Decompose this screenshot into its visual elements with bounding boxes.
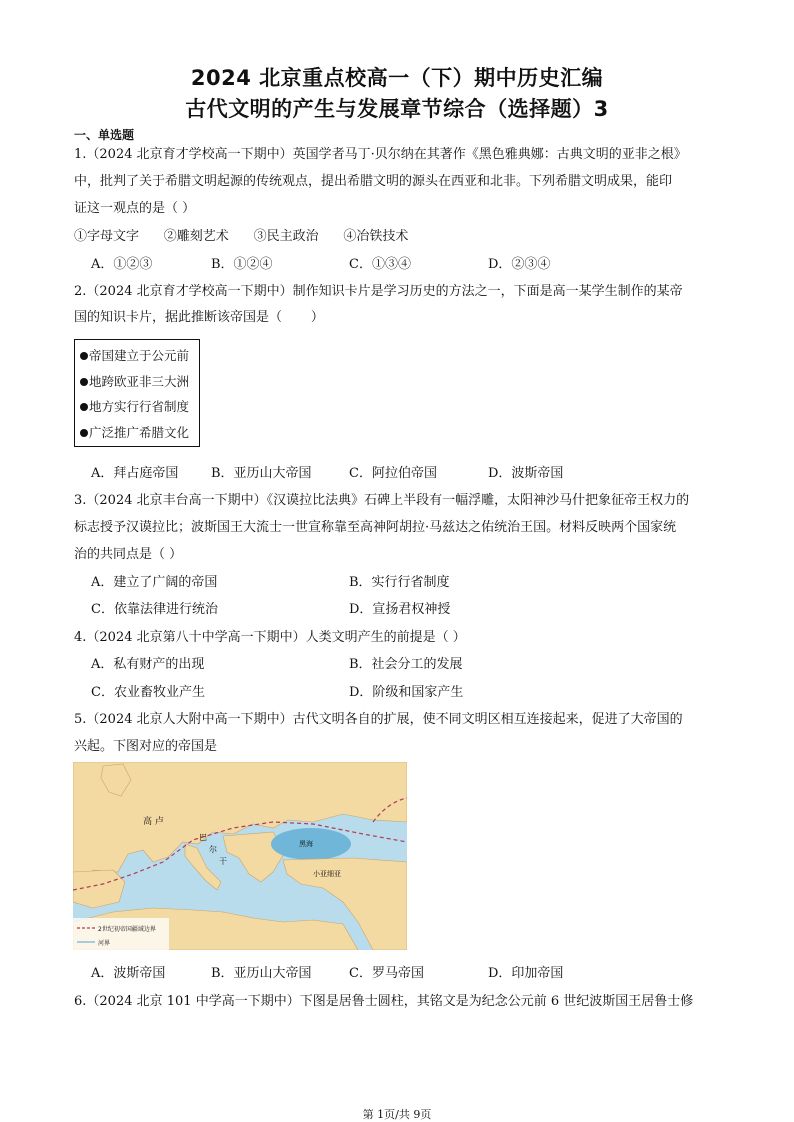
bullet-icon [80, 403, 88, 411]
bullet-icon [80, 352, 88, 360]
question-6-line-1: 6.（2024 北京 101 中学高一下期中）下图是居鲁士圆柱，其铭文是为纪念公元前 6 世纪波斯国王居鲁士修 [74, 994, 694, 1009]
legend-border-label: 2世纪初帝国疆域边界 [98, 926, 156, 933]
roman-empire-map [73, 762, 407, 950]
question-2-option-b[interactable]: B．亚历山大帝国 [211, 466, 312, 481]
card-item: 地方实行行省制度 [80, 397, 189, 415]
question-4-line-1: 4.（2024 北京第八十中学高一下期中）人类文明产生的前提是（ ） [74, 630, 466, 645]
card-item: 帝国建立于公元前 [80, 346, 189, 364]
map-label-2: 尔 [209, 845, 217, 854]
question-3-option-a[interactable]: A．建立了广阔的帝国 [91, 575, 218, 590]
bullet-icon [80, 378, 88, 386]
question-4-option-b[interactable]: B．社会分工的发展 [349, 657, 463, 672]
bullet-icon [80, 429, 88, 437]
question-3-line-2: 标志授予汉谟拉比；波斯国王大流士一世宣称靠至高神阿胡拉·马兹达之佑统治王国。材料反映两个国家统 [74, 520, 677, 535]
knowledge-card [74, 339, 200, 447]
question-3-line-1: 3.（2024 北京丰台高一下期中）《汉谟拉比法典》石碑上半段有一幅浮雕，太阳神沙马什把象征帝王权力的 [74, 493, 690, 508]
question-1-option-b[interactable]: B．①②④ [211, 257, 273, 272]
question-5-option-b[interactable]: B．亚历山大帝国 [211, 966, 312, 981]
map-legend-box [73, 918, 169, 950]
map-label-asia-minor: 小亚细亚 [313, 870, 341, 878]
map-label-black-sea: 黑海 [299, 840, 313, 848]
question-2-line-2: 国的知识卡片，据此推断该帝国是（ ） [74, 310, 324, 325]
question-1-line-3: 证这一观点的是（ ） [74, 201, 196, 216]
question-1-option-a[interactable]: A．①②③ [91, 257, 153, 272]
card-item: 地跨欧亚非三大洲 [80, 372, 189, 390]
title-line-1: 2024 北京重点校高一（下）期中历史汇编 [190, 66, 604, 90]
question-3-option-c[interactable]: C．依靠法律进行统治 [91, 602, 218, 617]
question-3-line-3: 治的共同点是（ ） [74, 547, 183, 562]
question-4-option-a[interactable]: A．私有财产的出现 [91, 657, 205, 672]
map-label-gaul: 高 卢 [143, 817, 164, 827]
question-5-option-d[interactable]: D．印加帝国 [488, 966, 564, 981]
question-4-option-d[interactable]: D．阶级和国家产生 [349, 685, 464, 700]
title-line-2: 古代文明的产生与发展章节综合（选择题）3 [185, 97, 609, 121]
question-2-option-d[interactable]: D．波斯帝国 [488, 466, 564, 481]
section-heading: 一、单选题 [74, 128, 135, 142]
question-1-line-1: 1.（2024 北京育才学校高一下期中）英国学者马丁·贝尔纳在其著作《黑色雅典娜：古典文明的亚非之根》 [74, 147, 687, 162]
question-1-items: ①字母文字 ②雕刻艺术 ③民主政治 ④冶铁技术 [74, 229, 409, 244]
question-5-option-c[interactable]: C．罗马帝国 [349, 966, 424, 981]
question-1-option-d[interactable]: D．②③④ [488, 257, 551, 272]
card-item: 广泛推广希腊文化 [80, 423, 189, 441]
question-5-line-1: 5.（2024 北京人大附中高一下期中）古代文明各自的扩展，使不同文明区相互连接起来，促进了大帝国的 [74, 712, 683, 727]
question-1-option-c[interactable]: C．①③④ [349, 257, 411, 272]
question-4-option-c[interactable]: C．农业畜牧业产生 [91, 685, 205, 700]
question-2-line-1: 2.（2024 北京育才学校高一下期中）制作知识卡片是学习历史的方法之一，下面是高一某学生制作的某帝 [74, 284, 683, 299]
question-5-line-2: 兴起。下图对应的帝国是 [74, 739, 218, 754]
question-3-option-d[interactable]: D．宣扬君权神授 [349, 602, 451, 617]
map-label-3: 干 [219, 857, 227, 866]
legend-river-label: 河界 [98, 940, 111, 947]
question-3-option-b[interactable]: B．实行行省制度 [349, 575, 450, 590]
page-number: 第 1页/共 9页 [362, 1108, 432, 1121]
question-2-option-c[interactable]: C．阿拉伯帝国 [349, 466, 437, 481]
question-2-option-a[interactable]: A．拜占庭帝国 [91, 466, 179, 481]
map-label-1: 巴 [199, 833, 207, 842]
question-1-line-2: 中，批判了关于希腊文明起源的传统观点，提出希腊文明的源头在西亚和北非。下列希腊文明成果，能印 [74, 174, 673, 189]
question-5-option-a[interactable]: A．波斯帝国 [91, 966, 166, 981]
